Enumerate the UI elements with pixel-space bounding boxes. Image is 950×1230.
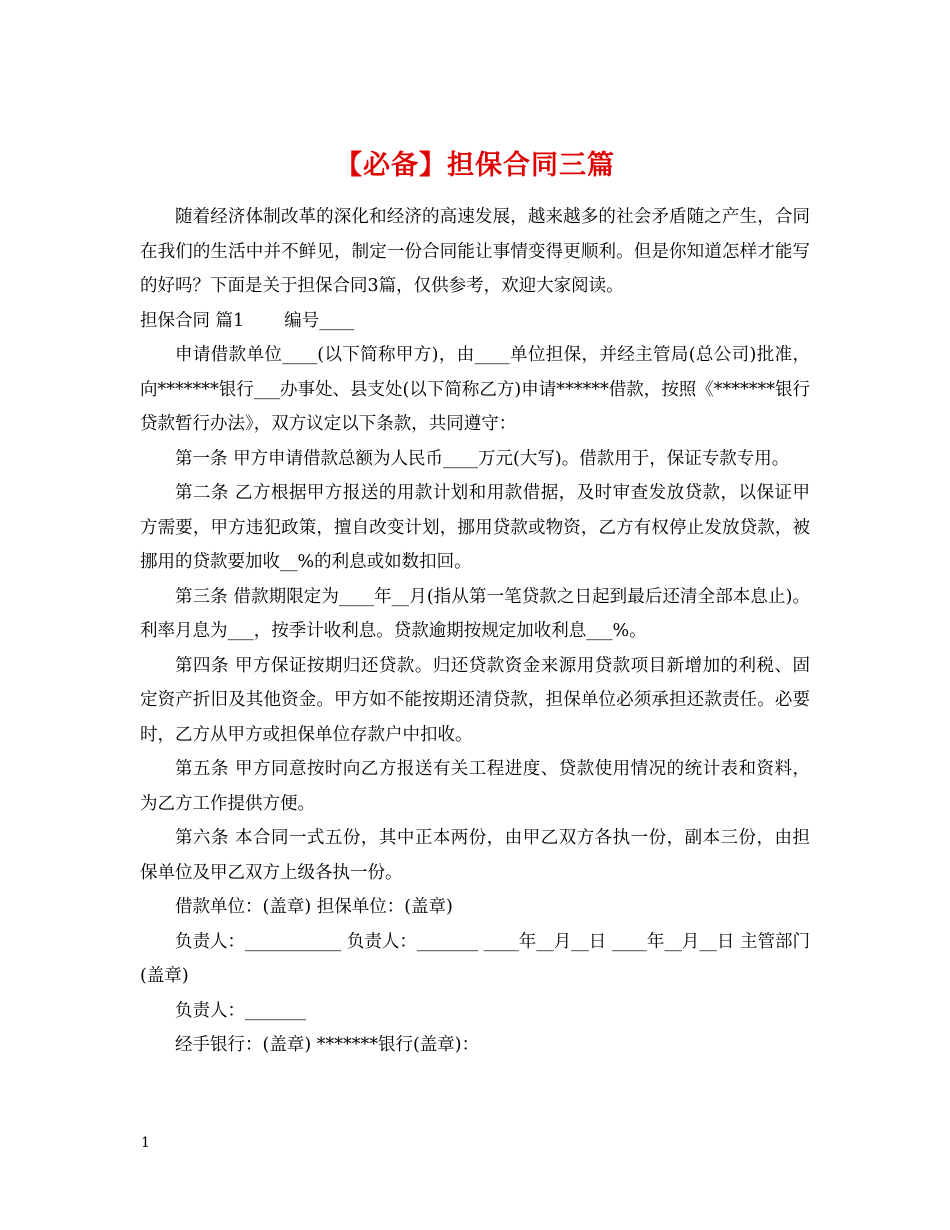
- document-body: [140, 200, 810, 1063]
- article-6: 第六条 本合同一式五份，其中正本两份，由甲乙双方各执一份，副本三份，由担保单位及甲乙双方上级各执一份。: [140, 828, 810, 883]
- article-4: 第四条 甲方保证按期归还贷款。归还贷款资金来源用贷款项目新增加的利税、固定资产折旧及其他资金。甲方如不能按期还清贷款，担保单位必须承担还款责任。必要时，乙方从甲方或担保单位存款户中扣收。: [140, 655, 810, 745]
- signature-bank-line: 经手银行：(盖章) *******银行(盖章)：: [175, 1035, 480, 1055]
- document-title: 【必备】担保合同三篇: [335, 150, 615, 182]
- section-heading-title: 担保合同 篇1: [140, 310, 245, 331]
- article-1: 第一条 甲方申请借款总额为人民币____万元(大写)。借款用于，保证专款专用。: [175, 448, 790, 469]
- page-number: 1: [141, 1135, 150, 1151]
- signature-responsible-line: 负责人：___________ 负责人：_______ ____年__月__日 ____年__月__日 主管部门(盖章): [140, 931, 810, 986]
- signature-units-line: 借款单位：(盖章) 担保单位：(盖章): [175, 897, 453, 917]
- contract-number-label: 编号____: [284, 310, 355, 331]
- article-2: 第二条 乙方根据甲方报送的用款计划和用款借据，及时审查发放贷款，以保证甲方需要，甲方违犯政策，擅自改变计划，挪用贷款或物资，乙方有权停止发放贷款，被挪用的贷款要加收__%的利息或如数扣回。: [140, 483, 810, 572]
- article-3: 第三条 借款期限定为____年__月(指从第一笔贷款之日起到最后还清全部本息止)。利率月息为___，按季计收利息。贷款逾期按规定加收利息___%。: [140, 586, 810, 641]
- section-heading: [140, 304, 810, 339]
- intro-paragraph: 随着经济体制改革的深化和经济的高速发展，越来越多的社会矛盾随之产生，合同在我们的生活中并不鲜见，制定一份合同能让事情变得更顺利。但是你知道怎样才能写的好吗？下面是关于担保合同3篇，仅供参考，欢迎大家阅读。: [140, 207, 810, 296]
- signature-responsible-line-2: 负责人：_______: [175, 1000, 307, 1021]
- contract-preamble: 申请借款单位____(以下简称甲方)，由____单位担保，并经主管局(总公司)批准，向*******银行___办事处、县支处(以下简称乙方)申请******借款，按照《*******银行贷款暂行办法》，双方议定以下条款，共同遵守：: [140, 345, 810, 434]
- article-5: 第五条 甲方同意按时向乙方报送有关工程进度、贷款使用情况的统计表和资料，为乙方工作提供方便。: [140, 759, 810, 814]
